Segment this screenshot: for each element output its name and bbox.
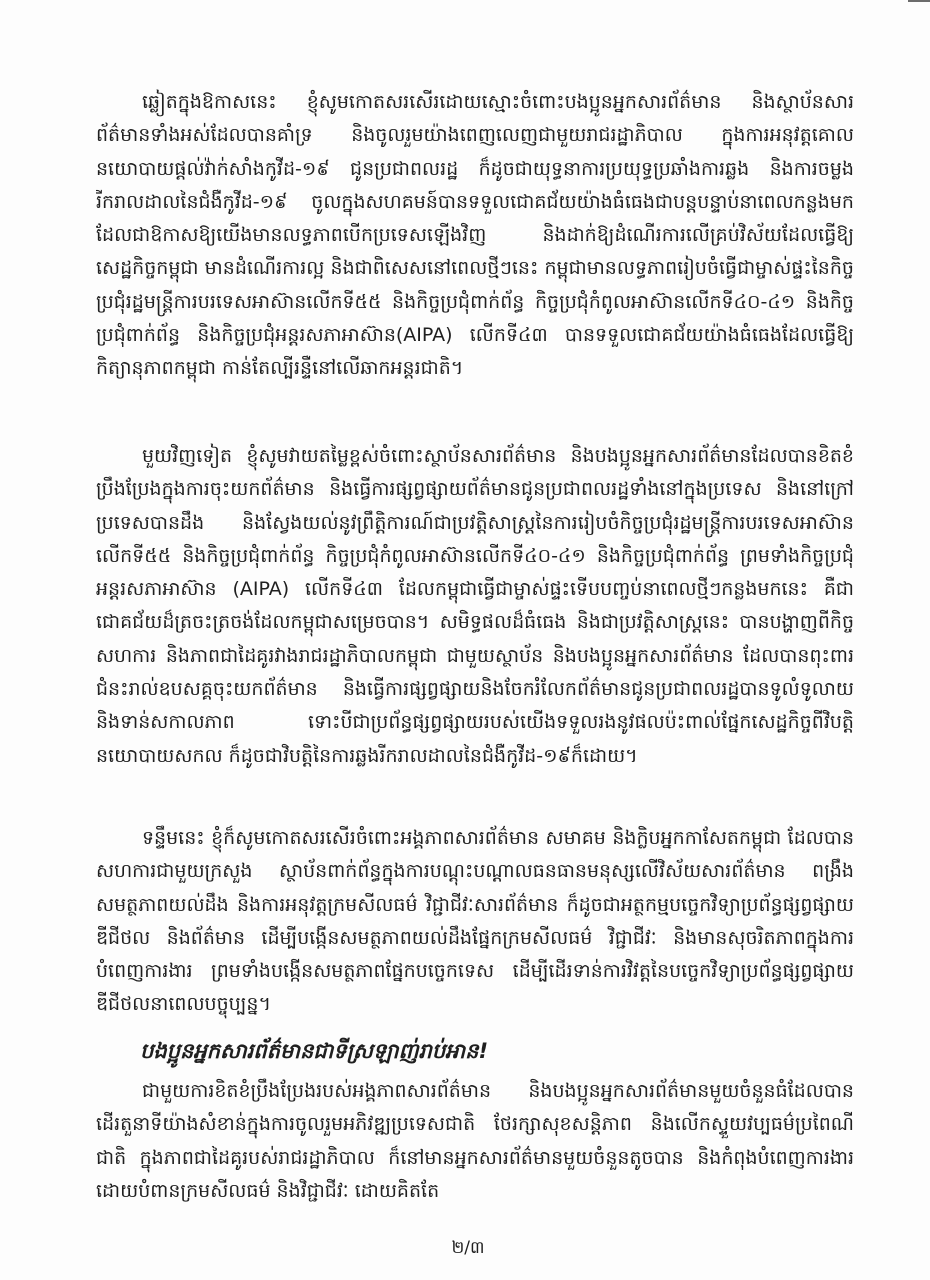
paragraph-1: ឆ្លៀតក្នុងឱកាសនេះ ខ្ញុំសូមកោតសរសើរដោយស្មោះចំពោះបងប្អូនអ្នកសារព័ត៌មាន និងស្ថាប័នសារព័ត៌មានទាំងអស់ដែលបានគាំទ្រ និងចូលរួមយ៉ាងពេញលេញជាមួយរាជរដ្ឋាភិបាល ក្នុងការអនុវត្តគោលនយោបាយផ្តល់វ៉ាក់សាំងកូវីដ-១៩ ជូនប្រជាពលរដ្ឋ ក៏ដូចជាយុទ្ធនាការប្រយុទ្ធប្រឆាំងការឆ្លង និងការចម្លងរីករាលដាលនៃជំងឺកូវីដ-១៩ ចូលក្នុងសហគមន៍បានទទួលជោគជ័យយ៉ាងធំធេងជាបន្តបន្ទាប់នាពេលកន្លងមក ដែលជាឱកាសឱ្យយើងមានលទ្ធភាពបើកប្រទេសឡើងវិញ និងដាក់ឱ្យដំណើរការលើគ្រប់វិស័យដែលធ្វើឱ្យសេដ្ឋកិច្ចកម្ពុជា មានដំណើរការល្អ និងជាពិសេសនៅពេលថ្មីៗនេះ កម្ពុជាមានលទ្ធភាពរៀបចំធ្វើជាម្ចាស់ផ្ទះនៃកិច្ចប្រជុំរដ្ឋមន្ត្រីការបរទេសអាស៊ានលើកទី៥៥ និងកិច្ចប្រជុំពាក់ព័ន្ធ កិច្ចប្រជុំកំពូលអាស៊ានលើកទី៤០-៤១ និងកិច្ចប្រជុំពាក់ព័ន្ធ និងកិច្ចប្រជុំអន្តរសភាអាស៊ាន(AIPA) លើកទី៤៣ បានទទួលជោគជ័យយ៉ាងធំធេងដែលធ្វើឱ្យកិត្យានុភាពកម្ពុជា កាន់តែល្បីរន្ទឺនៅលើឆាកអន្តរជាតិ។ <box>96 91 854 380</box>
paragraph-4: ជាមួយការខិតខំប្រឹងប្រែងរបស់អង្គភាពសារព័ត៌មាន និងបងប្អូនអ្នកសារព័ត៌មានមួយចំនួនធំដែលបានដើរតួនាទីយ៉ាងសំខាន់ក្នុងការចូលរួមអភិវឌ្ឍប្រទេសជាតិ ថែរក្សាសុខសន្តិភាព និងលើកស្ទួយវប្បធម៌ប្រពៃណីជាតិ ក្នុងភាពជាដៃគូរបស់រាជរដ្ឋាភិបាល ក៏នៅមានអ្នកសារព័ត៌មានមួយចំនួនតូចបាន និងកំពុងបំពេញការងារដោយបំពានក្រមសីលធម៌ និងវិជ្ជាជីវៈ ដោយគិតតែ <box>96 1080 854 1202</box>
paragraph-3: ទន្ទឹមនេះ ខ្ញុំក៏សូមកោតសរសើរចំពោះអង្គភាពសារព័ត៌មាន សមាគម និងក្លិបអ្នកកាសែតកម្ពុជា ដែលបានសហការជាមួយក្រសួង ស្ថាប័នពាក់ព័ន្ធក្នុងការបណ្តុះបណ្តាលធនធានមនុស្សលើវិស័យសារព័ត៌មាន ពង្រឹងសមត្ថភាពយល់ដឹង និងការអនុវត្តក្រមសីលធម៌ វិជ្ជាជីវៈសារព័ត៌មាន ក៏ដូចជាអត្ថកម្មបច្ចេកវិទ្យាប្រព័ន្ធផ្សព្វផ្សាយឌីជីថល និងព័ត៌មាន ដើម្បីបង្កើនសមត្ថភាពយល់ដឹងផ្នែកក្រមសីលធម៌ វិជ្ជាជីវៈ និងមានសុចរិតភាពក្នុងការបំពេញការងារ ព្រមទាំងបង្កើនសមត្ថភាពផ្នែកបច្ចេកទេស ដើម្បីដើរទាន់ការវិវត្តនៃបច្ចេកវិទ្យាប្រព័ន្ធផ្សព្វផ្សាយឌីជីថលនាពេលបច្ចុប្បន្ន។ <box>96 827 854 1016</box>
page-number: ២/៣ <box>451 1238 485 1258</box>
corner-scan-mark <box>908 0 930 2</box>
paragraph-2: មួយវិញទៀត ខ្ញុំសូមវាយតម្លៃខ្ពស់ចំពោះស្ថាប័នសារព័ត៌មាន និងបងប្អូនអ្នកសារព័ត៌មានដែលបានខិតខំប្រឹងប្រែងក្នុងការចុះយកព័ត៌មាន និងធ្វើការផ្សព្វផ្សាយព័ត៌មានជូនប្រជាពលរដ្ឋទាំងនៅក្នុងប្រទេស និងនៅក្រៅប្រទេសបានដឹង និងស្វែងយល់នូវព្រឹត្តិការណ៍ជាប្រវត្តិសាស្ត្រនៃការរៀបចំកិច្ចប្រជុំរដ្ឋមន្ត្រីការបរទេសអាស៊ានលើកទី៥៥ និងកិច្ចប្រជុំពាក់ព័ន្ធ កិច្ចប្រជុំកំពូលអាស៊ានលើកទី៤០-៤១ និងកិច្ចប្រជុំពាក់ព័ន្ធ ព្រមទាំងកិច្ចប្រជុំអន្តរសភាអាស៊ាន (AIPA) លើកទី៤៣ ដែលកម្ពុជាធ្វើជាម្ចាស់ផ្ទះទើបបញ្ចប់នាពេលថ្មីៗកន្លងមកនេះ គឺជាជោគជ័យដ៏ត្រចះត្រចង់ដែលកម្ពុជាសម្រេចបាន។ សមិទ្ធផលដ៏ធំធេង និងជាប្រវត្តិសាស្ត្រនេះ បានបង្ហាញពីកិច្ចសហការ និងភាពជាដៃគូរវាងរាជរដ្ឋាភិបាលកម្ពុជា ជាមួយស្ថាប័ន និងបងប្អូនអ្នកសារព័ត៌មាន ដែលបានពុះពារជំនះរាល់ឧបសគ្គចុះយកព័ត៌មាន និងធ្វើការផ្សព្វផ្សាយនិងចែករំលែកព័ត៌មានជូនប្រជាពលរដ្ឋបានទូលំទូលាយ និងទាន់សកាលភាព ទោះបីជាប្រព័ន្ធផ្សព្វផ្សាយរបស់យើងទទួលរងនូវផលប៉ះពាល់ផ្នែកសេដ្ឋកិច្ចពីវិបត្តិនយោបាយសកល ក៏ដូចជាវិបត្តិនៃការឆ្លងរីករាលដាលនៃជំងឺកូវីដ-១៩ក៏ដោយ។ <box>96 445 854 767</box>
section-heading: បងប្អូនអ្នកសារព័ត៌មានជាទីស្រឡាញ់រាប់អាន! <box>140 1039 489 1063</box>
